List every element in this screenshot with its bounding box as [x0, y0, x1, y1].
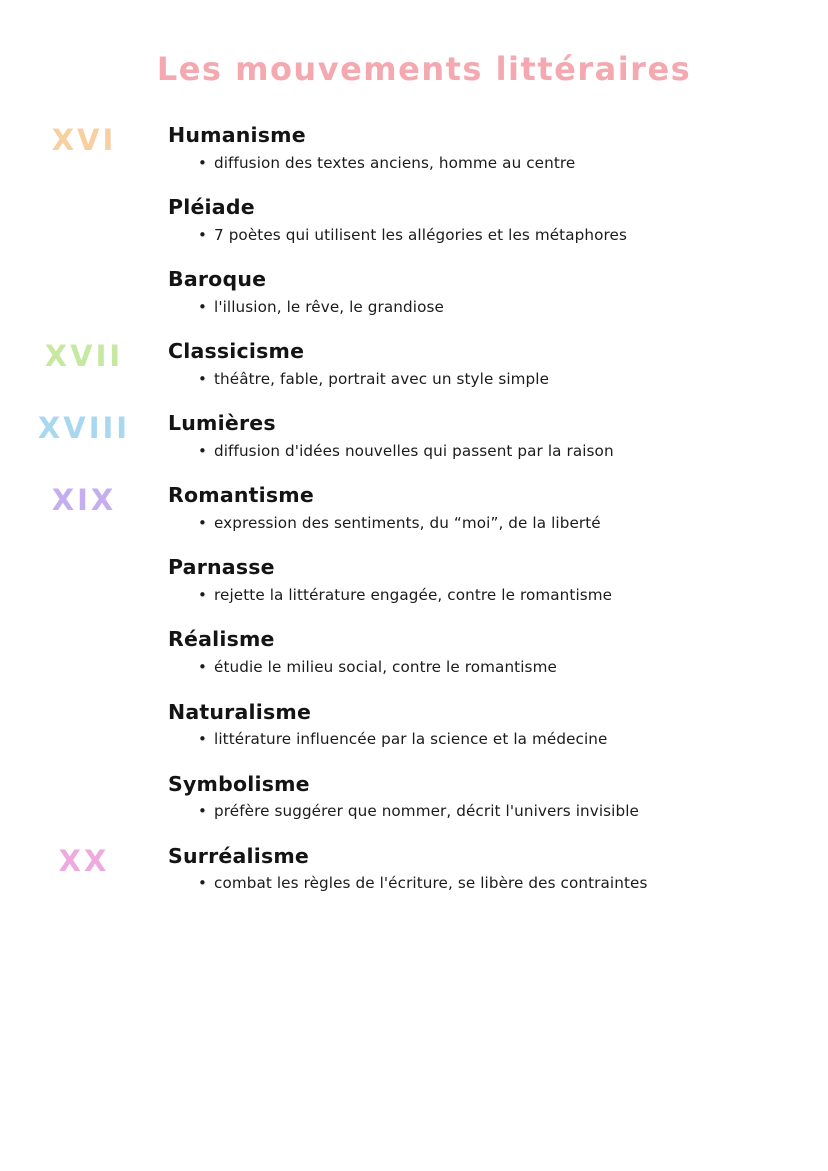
century-column — [0, 196, 168, 198]
movement-detail-bullet — [198, 513, 798, 534]
movement-column — [168, 556, 828, 605]
movement-name: Parnasse — [168, 555, 275, 580]
movement-name: Lumières — [168, 411, 276, 436]
century-label: XIX — [51, 483, 117, 518]
movement-detail-text: l'illusion, le rêve, le grandiose — [214, 297, 444, 316]
movement-column — [168, 845, 828, 894]
movement-name: Réalisme — [168, 627, 275, 652]
movement-detail-bullet — [198, 153, 798, 174]
movement-name: Baroque — [168, 267, 267, 292]
movement-name: Romantisme — [168, 483, 314, 508]
movement-detail-bullet — [198, 297, 798, 318]
movement-entry — [0, 484, 828, 533]
bullet-icon: • — [198, 802, 207, 821]
century-column — [0, 556, 168, 558]
century-label: XX — [58, 843, 110, 878]
movement-entry — [0, 701, 828, 750]
movement-detail-bullet — [198, 441, 798, 462]
movement-entry — [0, 773, 828, 822]
movement-detail-bullet — [198, 225, 798, 246]
century-label: XVIII — [37, 411, 131, 446]
bullet-icon: • — [198, 513, 207, 532]
movements-list — [0, 124, 828, 894]
movement-detail-text: littérature influencée par la science et la médecine — [214, 730, 608, 749]
century-column — [0, 339, 168, 374]
movement-detail-bullet — [198, 369, 798, 390]
movement-name: Classicisme — [168, 339, 305, 364]
movement-name: Naturalisme — [168, 699, 312, 724]
movement-detail-bullet — [198, 729, 798, 750]
bullet-icon: • — [198, 657, 207, 676]
century-column — [0, 268, 168, 270]
page-title: Les mouvements littéraires — [156, 50, 692, 88]
movement-column — [168, 196, 828, 245]
movement-column — [168, 701, 828, 750]
movement-entry — [0, 412, 828, 461]
century-column — [0, 628, 168, 630]
movement-name: Humanisme — [168, 123, 306, 147]
movement-entry — [0, 556, 828, 605]
century-column — [0, 701, 168, 703]
movement-entry — [0, 340, 828, 389]
century-column — [0, 124, 168, 155]
movement-column — [168, 628, 828, 677]
movement-entry — [0, 268, 828, 317]
bullet-icon: • — [198, 297, 207, 316]
movement-detail-text: diffusion d'idées nouvelles qui passent par la raison — [214, 441, 614, 460]
movement-column — [168, 268, 828, 317]
movement-name: Symbolisme — [168, 771, 310, 796]
century-column — [0, 773, 168, 775]
movement-detail-text: combat les règles de l'écriture, se libère des contraintes — [214, 874, 648, 893]
movement-detail-text: 7 poètes qui utilisent les allégories et les métaphores — [214, 225, 627, 244]
movement-detail-text: préfère suggérer que nommer, décrit l'univers invisible — [214, 802, 639, 821]
movement-column — [168, 773, 828, 822]
century-column — [0, 845, 168, 876]
bullet-icon: • — [198, 225, 207, 244]
movement-column — [168, 124, 828, 173]
century-label: XVII — [44, 339, 124, 374]
century-column — [0, 483, 168, 518]
movement-column — [168, 340, 828, 389]
century-label: XVI — [51, 123, 117, 157]
bullet-icon: • — [198, 874, 207, 893]
bullet-icon: • — [198, 153, 207, 172]
bullet-icon: • — [198, 441, 207, 460]
movement-detail-bullet — [198, 801, 798, 822]
movement-detail-text: étudie le milieu social, contre le romantisme — [214, 657, 557, 676]
century-column — [0, 411, 168, 446]
bullet-icon: • — [198, 369, 207, 388]
movement-entry — [0, 845, 828, 894]
movement-detail-bullet — [198, 657, 798, 678]
movement-detail-text: théâtre, fable, portrait avec un style simple — [214, 369, 550, 388]
movement-detail-text: expression des sentiments, du “moi”, de la liberté — [214, 513, 601, 532]
movement-name: Surréalisme — [168, 843, 310, 868]
movement-column — [168, 412, 828, 461]
movement-name: Pléiade — [168, 195, 255, 220]
movement-detail-text: diffusion des textes anciens, homme au centre — [214, 153, 576, 172]
movement-entry — [0, 196, 828, 245]
bullet-icon: • — [198, 585, 207, 604]
movement-detail-bullet — [198, 873, 798, 894]
movement-detail-text: rejette la littérature engagée, contre le romantisme — [214, 585, 613, 604]
movement-entry — [0, 124, 828, 173]
bullet-icon: • — [198, 730, 207, 749]
movement-column — [168, 484, 828, 533]
movement-detail-bullet — [198, 585, 798, 606]
movement-entry — [0, 628, 828, 677]
